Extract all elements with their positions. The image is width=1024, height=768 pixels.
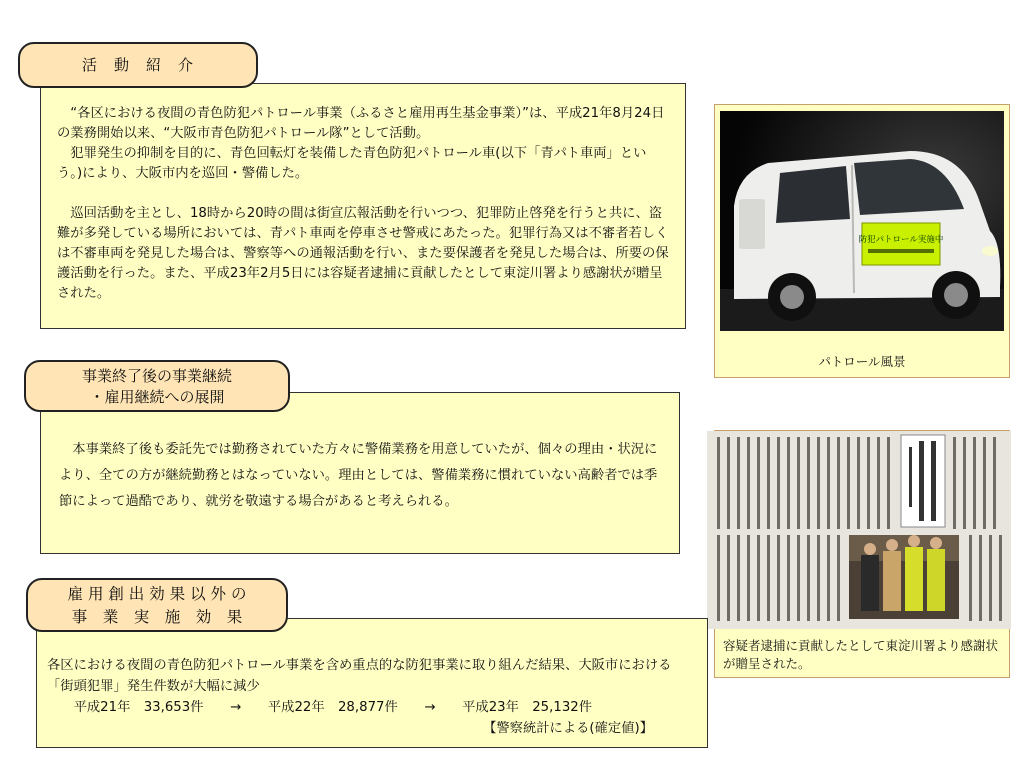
section-title-effects-line-1: 雇 用 創 出 効 果 以 外 の xyxy=(67,585,247,603)
effects-summary: 各区における夜間の青色防犯パトロール事業を含め重点的な防犯事業に取り組んだ結果、大阪市における「街頭犯罪」発生件数が大幅に減少 xyxy=(47,658,672,694)
patrol-photo-caption-text: パトロール風景 xyxy=(818,354,906,369)
effects-box xyxy=(36,618,708,748)
section-title-activity-text: 活 動 紹 介 xyxy=(81,56,194,74)
activity-paragraph-1: “各区における夜間の青色防犯パトロール事業（ふるさと雇用再生基金事業）”は、平成21年8月24日の業務開始以来、“大阪市青色防犯パトロール隊”として活動。 xyxy=(57,106,665,141)
patrol-photo-caption xyxy=(715,353,1009,371)
newspaper-photo-caption xyxy=(723,637,1005,673)
section-title-continuation-line-1: 事業終了後の事業継続 xyxy=(81,367,232,385)
activity-box xyxy=(40,83,686,329)
activity-paragraph-3: 巡回活動を主とし、18時から20時の間は街宣広報活動を行いつつ、犯罪防止啓発を行うと共に、盗難が多発している場所においては、青パト車両を停車させ警戒にあたった。犯罪行為又は不審者若しくは不審車両を発見した場合は、警察等への通報活動を行い、また要保護者を発見した場合は、所要の保護活動を行った。また、平成23年2月5日には容疑者逮捕に貢献したとして東淀川署より感謝状が贈呈された。 xyxy=(57,206,669,301)
patrol-car-image xyxy=(720,111,1004,331)
patrol-door-sign-text: 防犯パトロール実施中 xyxy=(858,235,944,245)
section-title-continuation xyxy=(24,360,290,412)
section-title-effects xyxy=(26,578,288,632)
newspaper-photo-caption-text: 容疑者逮捕に貢献したとして東淀川署より感謝状が贈呈された。 xyxy=(723,638,999,671)
newspaper-photo-frame xyxy=(714,430,1010,678)
newspaper-clipping xyxy=(707,431,1011,629)
continuation-box xyxy=(40,392,680,554)
effects-stats: 平成21年 33,653件 → 平成22年 28,877件 → 平成23年 25,132件 xyxy=(47,700,593,715)
patrol-photo-frame xyxy=(714,104,1010,378)
section-title-activity xyxy=(18,42,258,88)
section-title-effects-line-2: 事 業 実 施 効 果 xyxy=(71,608,243,626)
patrol-photo xyxy=(720,111,1004,331)
effects-source: 【警察統計による(確定値)】 xyxy=(483,721,653,736)
continuation-body: 本事業終了後も委託先では勤務されていた方々に警備業務を用意していたが、個々の理由・状況により、全ての方が継続勤務とはなっていない。理由としては、警備業務に慣れていない高齢者では季節によって過酷であり、就労を敬遠する場合があると考えられる。 xyxy=(59,442,658,509)
newspaper-image xyxy=(707,431,1011,629)
activity-paragraph-2: 犯罪発生の抑制を目的に、青色回転灯を装備した青色防犯パトロール車(以下「青パト車両」という。)により、大阪市内を巡回・警備した。 xyxy=(57,146,647,181)
section-title-continuation-line-2: ・雇用継続への展開 xyxy=(89,388,225,406)
